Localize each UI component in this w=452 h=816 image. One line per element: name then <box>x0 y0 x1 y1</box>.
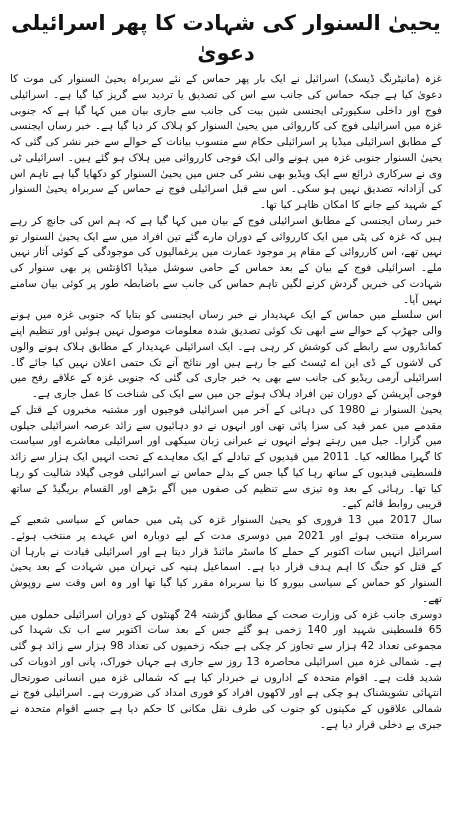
article-paragraph: سال 2017 میں 13 فروری کو یحییٰ السنوار غزہ کی پٹی میں حماس کے سیاسی شعبے کے سربراہ منتخب ہوئے اور 2021 میں دوسری مدت کے لیے دوبارہ اس عہدے پر منتخب ہوئے۔ اسرائیل انہیں سات اکتوبر کے حملے کا ماسٹر مائنڈ قرار دیتا ہے اور اسرائیلی قیادت نے بارہا ان کے قتل کو جنگ کا اہم ہدف قرار دیا ہے۔ اسماعیل ہنیہ کی تہران میں شہادت کے بعد یحییٰ السنوار کو حماس کے سیاسی بیورو کا نیا سربراہ مقرر کیا گیا تھا اور وہ اس وقت سے روپوش تھے۔ <box>10 514 443 605</box>
article-headline: یحییٰ السنوار کی شہادت کا پھر اسرائیلی دعویٰ <box>11 11 441 65</box>
article-paragraph: یحییٰ السنوار نے 1980 کی دہائی کے آخر میں اسرائیلی فوجیوں اور مشتبہ مخبروں کے قتل کے مقدمے میں عمر قید کی سزا پائی تھی اور انہوں نے دو دہائیوں سے زائد عرصہ اسرائیلی جیلوں میں گزارا۔ جیل میں رہتے ہوئے انہوں نے عبرانی زبان سیکھی اور اسرائیلی معاشرے اور سیاست کا گہرا مطالعہ کیا۔ 2011 میں قیدیوں کے تبادلے کے ایک معاہدے کے تحت انہیں ایک ہزار سے زائد فلسطینی قیدیوں کے ساتھ رہا کیا گیا جس کے بدلے حماس نے اسرائیلی فوجی گیلاد شالیت کو رہا کیا تھا۔ رہائی کے بعد وہ تیزی سے تنظیم کی صفوں میں آگے بڑھے اور القسام بریگیڈ کے ساتھ قریبی روابط قائم کیے۔ <box>10 403 443 511</box>
article-paragraph: دوسری جانب غزہ کی وزارت صحت کے مطابق گزشتہ 24 گھنٹوں کے دوران اسرائیلی حملوں میں 65 فلسطینی شہید اور 140 زخمی ہو گئے جس کے بعد سات اکتوبر سے اب تک شہدا کی مجموعی تعداد 42 ہزار سے تجاوز کر چکی ہے جبکہ زخمیوں کی تعداد 98 ہزار سے زائد ہو گئی ہے۔ شمالی غزہ میں اسرائیلی محاصرہ 13 روز سے جاری ہے جہاں خوراک، پانی اور ادویات کی شدید قلت ہے۔ اقوام متحدہ کے اداروں نے خبردار کیا ہے کہ شمالی غزہ میں انسانی صورتحال انتہائی تشویشناک ہو چکی ہے اور لاکھوں افراد کو فوری امداد کی ضرورت ہے۔ اسرائیلی فوج نے شمالی علاقوں کے مکینوں کو جنوب کی طرف نقل مکانی کا حکم دیا ہے جسے اقوام متحدہ نے جبری بے دخلی قرار دیا ہے۔ <box>10 608 443 731</box>
article-body <box>10 72 442 734</box>
article-paragraph: خبر رساں ایجنسی کے مطابق اسرائیلی فوج کے بیان میں کہا گیا ہے کہ ہم اس کی جانچ کر رہے ہیں کہ غزہ کی پٹی میں ایک کارروائی کے دوران مارے گئے تین افراد میں سے ایک یحییٰ السنوار تو نہیں تھے، اس کارروائی کے مقام پر موجود عمارت میں یرغمالیوں کی موجودگی کے کوئی آثار نہیں ملے۔ اسرائیلی فوج کے بیان کے بعد حماس کے حامی سوشل میڈیا اکاؤنٹس پر بھی سنوار کی شہادت کی خبریں گردش کرنے لگیں تاہم حماس کی جانب سے باضابطہ طور پر کوئی بیان سامنے نہیں آیا۔ <box>10 214 442 306</box>
article-paragraph: غزہ (مانیٹرنگ ڈیسک) اسرائیل نے ایک بار پھر حماس کے نئے سربراہ یحییٰ السنوار کی موت کا دعویٰ کیا ہے جبکہ حماس کی جانب سے اس کی تصدیق یا تردید سے گریز کیا گیا ہے۔ اسرائیلی فوج اور داخلی سکیورٹی ایجنسی شین بیت کی جانب سے جاری بیان میں کہا گیا ہے کہ جنوبی غزہ میں اسرائیلی فوج کی کارروائی میں یحییٰ السنوار کو ہلاک کر دیا گیا ہے۔ خبر رساں ایجنسی کے مطابق اسرائیلی میڈیا پر اسرائیلی حکام سے منسوب بیانات کے حوالے سے خبر نشر کی گئی کہ یحییٰ السنوار جنوبی غزہ میں ہونے والی ایک فوجی کارروائی میں ہلاک ہو گئے ہیں۔ اسرائیلی ٹی وی نے سرکاری ذرائع سے ایک ویڈیو بھی نشر کی جس میں یحییٰ السنوار کو دکھایا گیا ہے تاہم اس کی آزادانہ تصدیق نہیں ہو سکی۔ اس سے قبل اسرائیلی فوج نے حماس کے سربراہ یحییٰ السنوار کے شہید کیے جانے کا امکان ظاہر کیا تھا۔ <box>10 73 442 211</box>
article-paragraph: اس سلسلے میں حماس کے ایک عہدیدار نے خبر رساں ایجنسی کو بتایا کہ جنوبی غزہ میں ہونے والی جھڑپ کے حوالے سے ابھی تک کوئی تصدیق شدہ معلومات موصول نہیں ہوئیں اور تنظیم اپنے کمانڈروں سے رابطے کی کوشش کر رہی ہے۔ ایک اسرائیلی عہدیدار کے مطابق ہلاک ہونے والوں کی لاشوں کے ڈی این اے ٹیسٹ کیے جا رہے ہیں اور نتائج آنے تک حتمی اعلان نہیں کیا جائے گا۔ اسرائیلی آرمی ریڈیو کی جانب سے بھی یہ خبر جاری کی گئی کہ جنوبی غزہ کے علاقے رفح میں فوجی آپریشن کے دوران تین افراد ہلاک ہوئے جن میں سے ایک کی شناخت کا عمل جاری ہے۔ <box>10 309 442 400</box>
